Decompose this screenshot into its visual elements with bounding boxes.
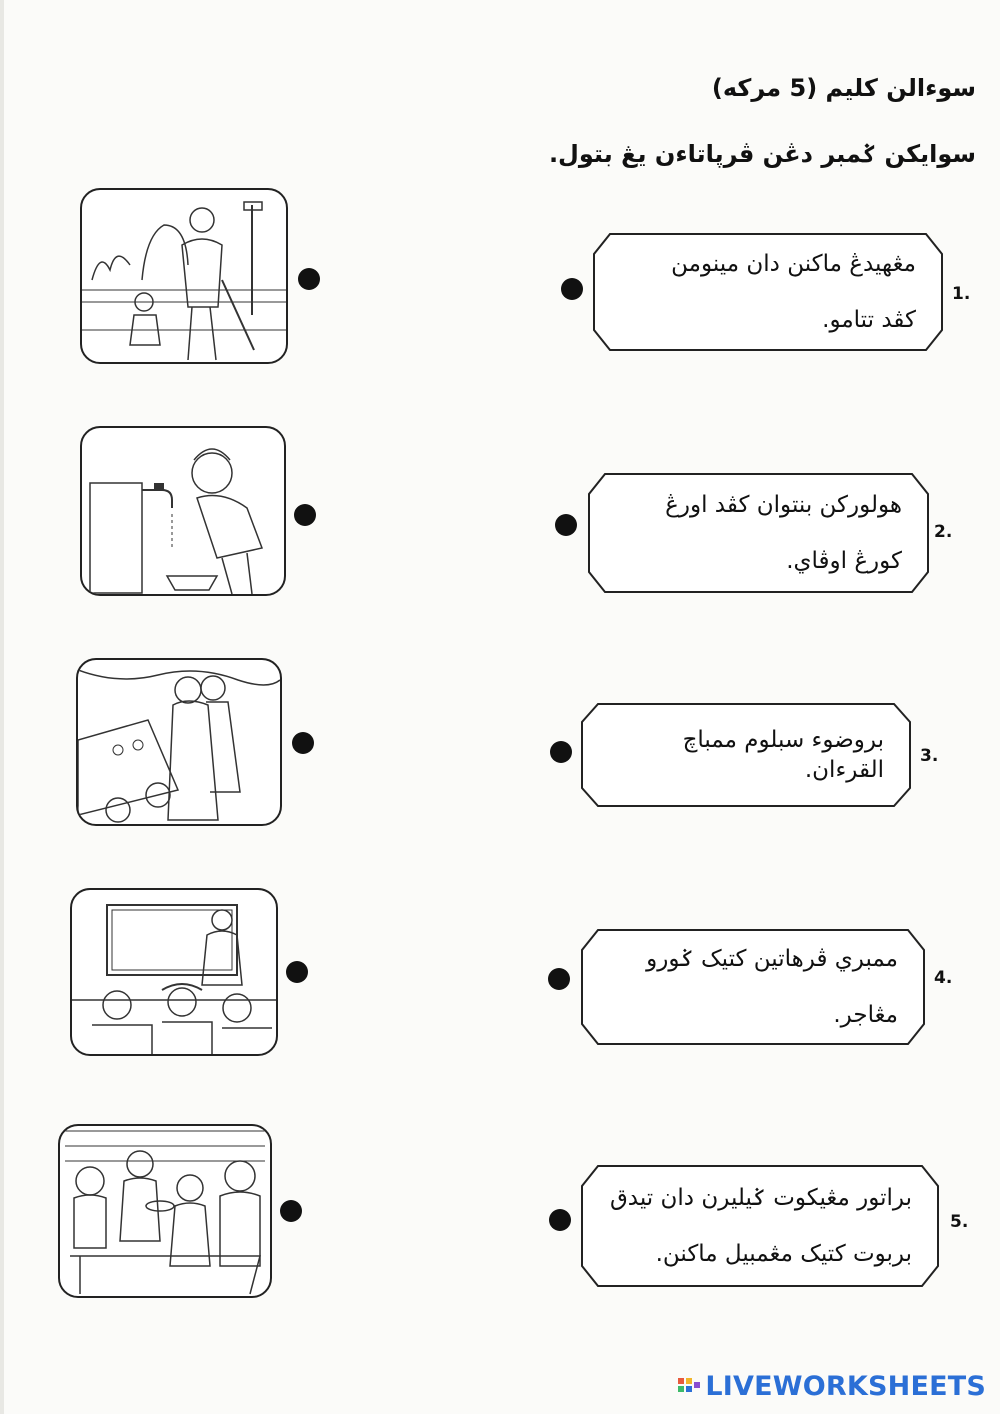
- sentence-match-dot-3[interactable]: [550, 741, 572, 763]
- item-number-3: 3.: [920, 746, 939, 766]
- page-edge: [0, 0, 4, 1414]
- sentence-match-dot-2[interactable]: [555, 514, 577, 536]
- item-number-5: 5.: [950, 1212, 969, 1232]
- sentence-box-3: [580, 702, 912, 808]
- picture-match-dot-1[interactable]: [298, 268, 320, 290]
- sentence-3-line-1: بروضوء سبلوم ممباچ القرءان.: [682, 727, 884, 783]
- sentence-box-2: [587, 472, 930, 594]
- sentence-1-line-2: كڤد تتامو.: [822, 307, 916, 333]
- sentence-2-line-1: هولوركن بنتوان كڤد اورڠ: [665, 492, 902, 518]
- man-with-cane-and-girl-picture: [82, 190, 286, 362]
- sentence-box-5: [580, 1164, 940, 1288]
- sentence-4-line-1: ممبري ڤرهاتين كتيک ݢورو: [646, 946, 898, 972]
- worksheet-title: سوءالن كليم (5 مركه): [711, 74, 976, 102]
- item-number-1: 1.: [952, 284, 971, 304]
- sentence-5-line-1: براتور مڠيكوت ݢيليرن دان تيدق: [609, 1185, 912, 1211]
- mother-serving-food-picture: [78, 660, 280, 824]
- picture-card-4: [70, 888, 278, 1056]
- sentence-match-dot-4[interactable]: [548, 968, 570, 990]
- boy-washing-hands-picture: [82, 428, 284, 594]
- item-number-4: 4.: [934, 968, 953, 988]
- picture-match-dot-3[interactable]: [292, 732, 314, 754]
- picture-match-dot-5[interactable]: [280, 1200, 302, 1222]
- worksheet-instruction: سوايكن ݢمبر دڠن ڤرڽاتاءن يڠ بتول.: [548, 140, 976, 168]
- teacher-and-class-picture: [72, 890, 276, 1054]
- picture-match-dot-2[interactable]: [294, 504, 316, 526]
- picture-card-3: [76, 658, 282, 826]
- picture-card-5: [58, 1124, 272, 1298]
- liveworksheets-footer: [677, 1371, 986, 1402]
- sentence-1-line-1: مڠهيدڠ ماكنن دان مينومن: [671, 251, 916, 277]
- sentence-box-4: [580, 928, 926, 1046]
- liveworksheets-logo-icon: [677, 1375, 701, 1399]
- item-number-2: 2.: [934, 522, 953, 542]
- picture-match-dot-4[interactable]: [286, 961, 308, 983]
- picture-card-1: [80, 188, 288, 364]
- canteen-queue-picture: [60, 1126, 270, 1296]
- liveworksheets-brand-text: LIVEWORKSHEETS: [705, 1371, 986, 1402]
- picture-card-2: [80, 426, 286, 596]
- sentence-2-line-2: كورڠ اوڤاي.: [786, 548, 902, 574]
- sentence-match-dot-1[interactable]: [561, 278, 583, 300]
- sentence-match-dot-5[interactable]: [549, 1209, 571, 1231]
- sentence-box-1: [592, 232, 944, 352]
- sentence-4-line-2: مڠاجر.: [833, 1002, 898, 1028]
- sentence-5-line-2: بربوت كتيک مڠمبيل ماكنن.: [655, 1241, 912, 1267]
